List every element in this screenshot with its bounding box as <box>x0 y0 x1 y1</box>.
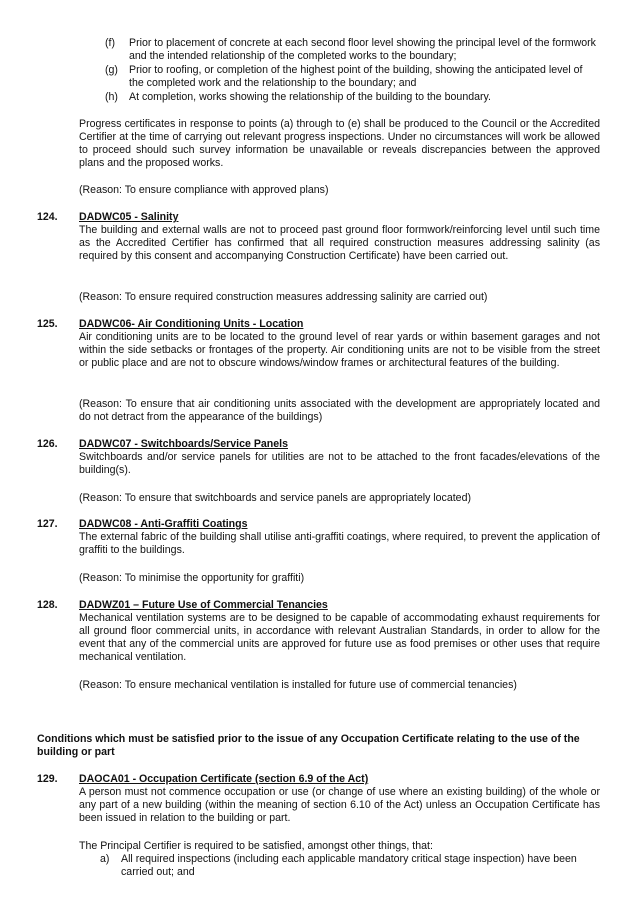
condition-heading: DADWC07 - Switchboards/Service Panels <box>79 438 288 450</box>
condition-body: Switchboards and/or service panels for utilities are not to be attached to the front facades/elevations of the building(s). <box>79 451 600 477</box>
list-label: (g) <box>105 64 118 76</box>
condition-reason: (Reason: To minimise the opportunity for graffiti) <box>79 572 305 584</box>
condition-number: 124. <box>37 211 58 223</box>
list-label: a) <box>100 853 110 865</box>
condition-body: A person must not commence occupation or use (or change of use where an existing building) of the whole or any part of a new building (within the meaning of section 6.10 of the Act) unless an Occupation Certificate has been issued in relation to the building or part. <box>79 786 600 825</box>
condition-reason: (Reason: To ensure mechanical ventilation is installed for future use of commercial tenancies) <box>79 679 517 691</box>
list-text: Prior to roofing, or completion of the highest point of the building, showing the anticipated level of the completed work and the relationship to the boundary; and <box>129 64 583 90</box>
list-label: (h) <box>105 91 118 103</box>
condition-heading: DADWZ01 – Future Use of Commercial Tenancies <box>79 599 328 611</box>
condition-number: 127. <box>37 518 58 530</box>
condition-body: Air conditioning units are to be located to the ground level of rear yards or within basement garages and not within the side setbacks or frontages of the property. Air conditioning units are not to be visible from the street or public place and are not to obscure windows/window frames or architectural features of the building. <box>79 331 600 370</box>
condition-body: Mechanical ventilation systems are to be designed to be capable of accommodating exhaust requirements for all ground floor commercial units, in accordance with relevant Australian Standards, in order to allow for the event that any of the commercial units are approved for future use as food premises or other uses that require mechanical ventilation. <box>79 612 600 664</box>
list-text: At completion, works showing the relationship of the building to the boundary. <box>129 91 491 103</box>
condition-reason: (Reason: To ensure that air conditioning units associated with the development are appropriately located and do not detract from the appearance of the buildings) <box>79 398 600 424</box>
intro-reason: (Reason: To ensure compliance with approved plans) <box>79 184 329 196</box>
condition-body: The external fabric of the building shall utilise anti-graffiti coatings, where required, to prevent the application of graffiti to the buildings. <box>79 531 600 557</box>
condition-number: 125. <box>37 318 58 330</box>
list-text: Prior to placement of concrete at each second floor level showing the principal level of the formwork and the intended relationship of the completed works to the boundary; <box>129 37 596 63</box>
condition-body: The building and external walls are not to proceed past ground floor formwork/reinforcing level until such time as the Accredited Certifier has confirmed that all required construction measures addressing salinity (as required by this consent and accompanying Construction Certificate) have been carried out. <box>79 224 600 263</box>
condition-heading: DAOCA01 - Occupation Certificate (section 6.9 of the Act) <box>79 773 369 785</box>
condition-lead-in: The Principal Certifier is required to be satisfied, amongst other things, that: <box>79 840 433 852</box>
condition-reason: (Reason: To ensure that switchboards and service panels are appropriately located) <box>79 492 471 504</box>
section-heading: Conditions which must be satisfied prior to the issue of any Occupation Certificate relating to the use of the building or part <box>37 733 580 759</box>
list-text: All required inspections (including each applicable mandatory critical stage inspection) have been carried out; and <box>121 853 577 879</box>
condition-number: 128. <box>37 599 58 611</box>
list-label: (f) <box>105 37 115 49</box>
condition-heading: DADWC05 - Salinity <box>79 211 179 223</box>
intro-paragraph: Progress certificates in response to points (a) through to (e) shall be produced to the Council or the Accredited Certifier at the time of carrying out relevant progress inspections. Under no circumstances will work be allowed to proceed should such survey information be unavailable or reveals discrepancies between the approved plans and the proposed works. <box>79 118 600 170</box>
condition-reason: (Reason: To ensure required construction measures addressing salinity are carried out) <box>79 291 488 303</box>
condition-heading: DADWC08 - Anti-Graffiti Coatings <box>79 518 248 530</box>
condition-number: 129. <box>37 773 58 785</box>
condition-number: 126. <box>37 438 58 450</box>
condition-heading: DADWC06- Air Conditioning Units - Location <box>79 318 304 330</box>
